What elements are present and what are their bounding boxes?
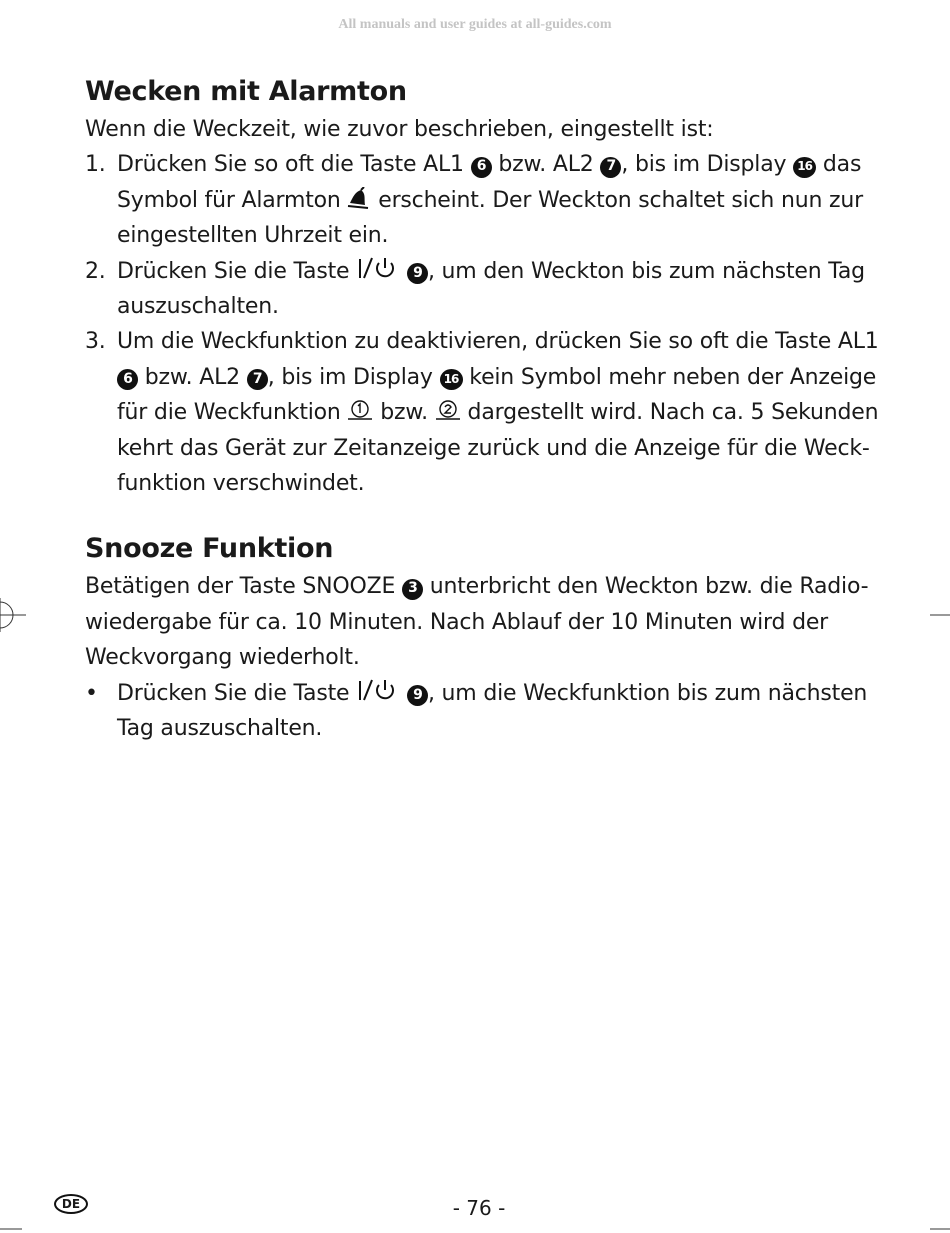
step-text: kein Symbol mehr neben der Anzeige für die Weckfunktion	[117, 364, 877, 426]
step-text: das Symbol für Alarmton	[117, 152, 862, 213]
step-text: bzw.	[373, 400, 435, 426]
step-text: bzw. AL2	[491, 152, 601, 178]
power-icon	[356, 678, 400, 702]
ref-number-badge: 16	[440, 369, 463, 390]
ref-number-badge: 9	[407, 685, 428, 706]
language-badge: DE	[54, 1194, 88, 1214]
bullet-text: , um die Weckfunktion bis zum nächsten Tag auszuschalten.	[117, 680, 868, 742]
ref-number-badge: 7	[600, 157, 621, 178]
step-text: Um die Weckfunktion zu deaktivieren, drücken Sie so oft die Taste AL1	[117, 329, 879, 355]
paragraph-text: unterbricht den Weckton bzw. die Radio-wiedergabe für ca. 10 Minuten. Nach Ablauf der 10 Minuten wird der Weckvorgang wiederholt.	[85, 574, 869, 671]
step-text: , um den Weckton bis zum nächsten Tag auszuschalten.	[117, 258, 865, 320]
section-alarm-tone	[85, 72, 885, 501]
ref-number-badge: 9	[407, 263, 428, 284]
heading-snooze: Snooze Funktion	[85, 533, 334, 565]
list-item-step-3	[85, 324, 885, 501]
step-text: Drücken Sie so oft die Taste AL1	[117, 152, 471, 178]
bullet-marker: •	[85, 680, 98, 706]
step-text: , bis im Display	[621, 152, 794, 178]
intro-text: Wenn die Weckzeit, wie zuvor beschrieben, eingestellt ist:	[85, 117, 714, 142]
step-number: 3.	[85, 329, 106, 355]
page-number: - 76 -	[452, 1196, 506, 1220]
step-text: Drücken Sie die Taste	[117, 258, 357, 284]
step-text: , bis im Display	[267, 364, 440, 390]
ref-number-badge: 6	[117, 369, 138, 390]
snooze-paragraph	[85, 569, 885, 675]
ref-number-badge: 16	[793, 157, 816, 178]
section-snooze	[85, 529, 885, 746]
list-item-bullet	[85, 676, 885, 747]
ref-number-badge: 6	[471, 157, 492, 178]
paragraph-text: Betätigen der Taste SNOOZE	[85, 574, 402, 600]
ref-number-badge: 3	[402, 579, 423, 600]
snooze-bullet-list	[85, 676, 885, 747]
step-text: erscheint. Der Weckton schaltet sich nun zur eingestellten Uhrzeit ein.	[117, 187, 863, 249]
list-item-step-2	[85, 254, 885, 325]
alarm-steps-list	[85, 147, 885, 501]
bullet-text: Drücken Sie die Taste	[117, 680, 357, 706]
step-text: dargestellt wird. Nach ca. 5 Sekunden kehrt das Gerät zur Zeitanzeige zurück und die Anzeige für die Weck-funktion verschwindet.	[117, 400, 879, 497]
watermark: All manuals and user guides at all-guides.com	[338, 17, 612, 32]
bell-icon	[347, 187, 371, 209]
list-item-step-1	[85, 147, 885, 253]
step-text: bzw. AL2	[138, 364, 247, 390]
crop-mark-bottom-right	[930, 1228, 950, 1230]
registration-mark-left	[0, 598, 26, 632]
page-content	[85, 72, 885, 747]
ref-number-badge: 7	[247, 369, 268, 390]
alarm-1-icon	[347, 399, 373, 421]
crop-mark-right	[930, 614, 950, 616]
crop-mark-bottom-left	[0, 1228, 22, 1230]
step-number: 2.	[85, 258, 106, 284]
step-number: 1.	[85, 152, 106, 178]
heading-alarm-tone: Wecken mit Alarmton	[85, 76, 407, 107]
alarm-2-icon	[435, 399, 461, 421]
power-icon	[356, 256, 400, 280]
